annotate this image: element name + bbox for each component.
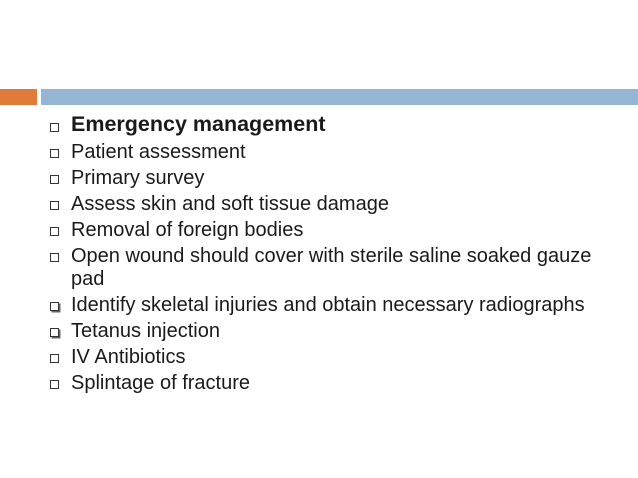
bullet-item: [50, 369, 610, 395]
square-bullet-icon: [50, 380, 59, 389]
bullet-item: [50, 343, 610, 369]
bullet-text: Open wound should cover with sterile saline soaked gauze pad: [71, 245, 592, 290]
square-bullet-icon: [50, 149, 59, 158]
bullet-text: Patient assessment: [71, 141, 246, 163]
accent-bar-orange: [0, 89, 37, 105]
bullet-text: Removal of foreign bodies: [71, 219, 304, 241]
bullet-text: Emergency management: [71, 112, 326, 136]
bullet-item: [50, 317, 610, 343]
square-bullet-icon: [50, 354, 59, 363]
bullet-list: [50, 111, 610, 395]
bullet-text: Tetanus injection: [71, 320, 220, 342]
square-bullet-icon: [50, 123, 59, 132]
bullet-text: Assess skin and soft tissue damage: [71, 193, 389, 215]
bullet-text: IV Antibiotics: [71, 346, 186, 368]
bullet-text: Primary survey: [71, 167, 205, 189]
bullet-item: [50, 111, 610, 138]
square-bullet-icon: [50, 227, 59, 236]
square-bullet-icon: [50, 201, 59, 210]
bullet-item: [50, 138, 610, 164]
bullet-item: [50, 242, 610, 291]
accent-bar-blue: [41, 89, 638, 105]
shadow-square-bullet-icon: [50, 302, 59, 311]
square-bullet-icon: [50, 253, 59, 262]
bullet-item: [50, 291, 610, 317]
square-bullet-icon: [50, 175, 59, 184]
bullet-text: Splintage of fracture: [71, 372, 250, 394]
shadow-square-bullet-icon: [50, 328, 59, 337]
bullet-item: [50, 164, 610, 190]
bullet-text: Identify skeletal injuries and obtain necessary radiographs: [71, 294, 585, 316]
bullet-item: [50, 216, 610, 242]
bullet-item: [50, 190, 610, 216]
